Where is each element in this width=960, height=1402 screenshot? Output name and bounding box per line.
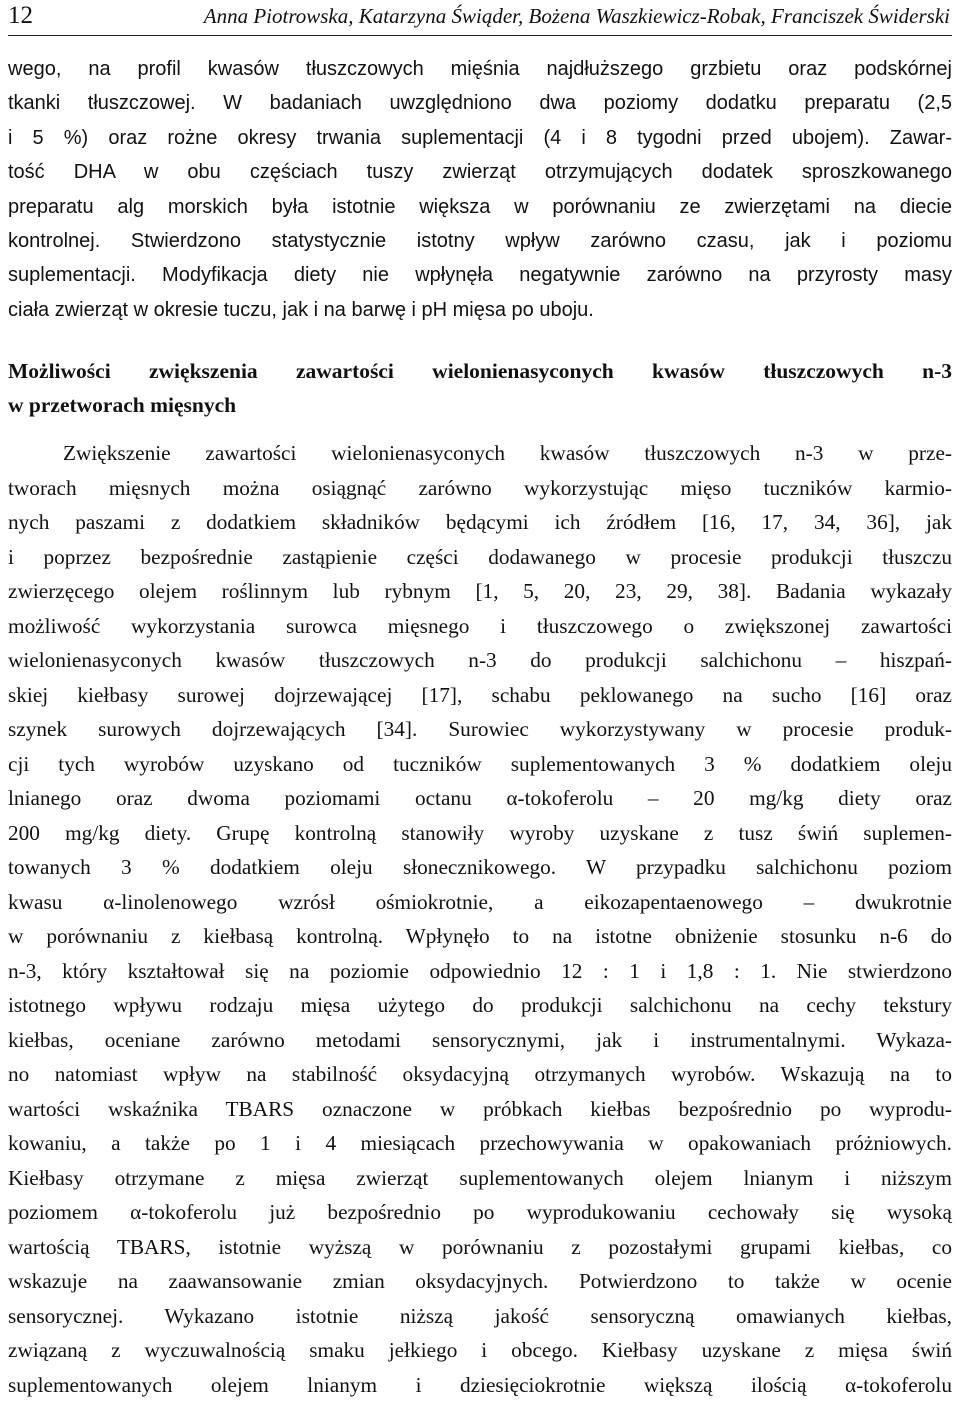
text-line: no natomiast wpływ na stabilność oksydacyjną otrzymanych wyrobów. Wskazują na to xyxy=(8,1062,952,1086)
text-line: tość DHA w obu częściach tuszy zwierząt otrzymujących dodatek sproszkowanego xyxy=(8,161,952,184)
text-line: Kiełbasy otrzymane z mięsa zwierząt suplementowanych olejem lnianym i niższym xyxy=(8,1165,952,1190)
text-line: wielonienasyconych kwasów tłuszczowych n-3 do produkcji salchichonu – hiszpań- xyxy=(8,648,952,672)
text-line: ciała zwierząt w okresie tuczu, jak i na barwę i pH mięsa po uboju. xyxy=(8,298,594,321)
section-heading xyxy=(8,354,952,422)
text-line: tworach mięsnych można osiągnąć zarówno wykorzystując mięso tuczników karmio- xyxy=(8,475,952,500)
paragraph-continued xyxy=(8,52,952,327)
text-line: n-3, który kształtował się na poziomie odpowiednio 12 : 1 i 1,8 : 1. Nie stwierdzono xyxy=(8,958,952,983)
text-line: suplementacji. Modyfikacja diety nie wpłynęła negatywnie zarówno na przyrosty masy xyxy=(8,264,952,287)
header-rule xyxy=(8,35,952,36)
text-line: kowaniu, a także po 1 i 4 miesiącach przechowywania w opakowaniach próżniowych. xyxy=(8,1131,952,1155)
text-line: kiełbas, oceniane zarówno metodami sensorycznymi, jak i instrumentalnymi. Wykaza- xyxy=(8,1027,952,1052)
text-line: i poprzez bezpośrednie zastąpienie części dodawanego w procesie produkcji tłuszczu xyxy=(8,544,952,569)
text-line: Zwiększenie zawartości wielonienasyconych kwasów tłuszczowych n-3 w prze- xyxy=(63,441,952,465)
text-line: 200 mg/kg diety. Grupę kontrolną stanowiły wyroby uzyskane z tusz świń suplemen- xyxy=(8,820,952,845)
text-line: cji tych wyrobów uzyskano od tuczników suplementowanych 3 % dodatkiem oleju xyxy=(8,751,952,776)
text-line: wskazuje na zaawansowanie zmian oksydacyjnych. Potwierdzono to także w ocenie xyxy=(8,1269,952,1293)
text-line-first xyxy=(8,436,952,471)
text-line: wartości wskaźnika TBARS oznaczone w próbkach kiełbas bezpośrednio po wyprodu- xyxy=(8,1096,952,1121)
body-paragraph xyxy=(8,436,952,1402)
text-line: szynek surowych dojrzewających [34]. Surowiec wykorzystywany w procesie produk- xyxy=(8,717,952,741)
text-line: związaną z wyczuwalnością smaku jełkiego i obcego. Kiełbasy uzyskane z mięsa świń xyxy=(8,1338,952,1362)
text-line: kontrolnej. Stwierdzono statystycznie istotny wpływ zarówno czasu, jak i poziomu xyxy=(8,230,952,253)
heading-line: Możliwości zwiększenia zawartości wielonienasyconych kwasów tłuszczowych n-3 xyxy=(8,359,952,383)
running-head-authors: Anna Piotrowska, Katarzyna Świąder, Bożena Waszkiewicz-Robak, Franciszek Świderski xyxy=(203,4,950,28)
text-line: skiej kiełbasy surowej dojrzewającej [17], schabu peklowanego na sucho [16] oraz xyxy=(8,682,952,707)
page-number: 12 xyxy=(8,2,33,29)
text-line: w porównaniu z kiełbasą kontrolną. Wpłynęło to na istotne obniżenie stosunku n-6 do xyxy=(8,924,952,948)
heading-line: w przetworach mięsnych xyxy=(8,393,237,417)
text-line: preparatu alg morskich była istotnie większa w porównaniu ze zwierzętami na diecie xyxy=(8,195,952,218)
text-line: tkanki tłuszczowej. W badaniach uwzględniono dwa poziomy dodatku preparatu (2,5 xyxy=(8,92,952,115)
text-line: suplementowanych olejem lnianym i dziesięciokrotnie większą ilością α-tokoferolu xyxy=(8,1372,952,1397)
text-line: nych paszami z dodatkiem składników będącymi ich źródłem [16, 17, 34, 36], jak xyxy=(8,510,952,534)
text-line: wartością TBARS, istotnie wyższą w porównaniu z pozostałymi grupami kiełbas, co xyxy=(8,1234,952,1259)
text-line: lnianego oraz dwoma poziomami octanu α-tokoferolu – 20 mg/kg diety oraz xyxy=(8,786,952,810)
text-line: poziomem α-tokoferolu już bezpośrednio po wyprodukowaniu cechowały się wysoką xyxy=(8,1200,952,1224)
running-header xyxy=(8,0,952,36)
text-line: wego, na profil kwasów tłuszczowych mięśnia najdłuższego grzbietu oraz podskórnej xyxy=(8,58,952,80)
text-line: możliwość wykorzystania surowca mięsnego i tłuszczowego o zwiększonej zawartości xyxy=(8,613,952,638)
text-line: kwasu α-linolenowego wzrósł ośmiokrotnie, a eikozapentaenowego – dwukrotnie xyxy=(8,889,952,914)
text-line: i 5 %) oraz rożne okresy trwania suplementacji (4 i 8 tygodni przed ubojem). Zawar- xyxy=(8,126,952,149)
text-line: zwierzęcego olejem roślinnym lub rybnym [1, 5, 20, 23, 29, 38]. Badania wykazały xyxy=(8,579,952,603)
text-line: istotnego wpływu rodzaju mięsa użytego do produkcji salchichonu na cechy tekstury xyxy=(8,993,952,1017)
text-line: towanych 3 % dodatkiem oleju słonecznikowego. W przypadku salchichonu poziom xyxy=(8,855,952,879)
text-line: sensorycznej. Wykazano istotnie niższą jakość sensoryczną omawianych kiełbas, xyxy=(8,1303,952,1328)
